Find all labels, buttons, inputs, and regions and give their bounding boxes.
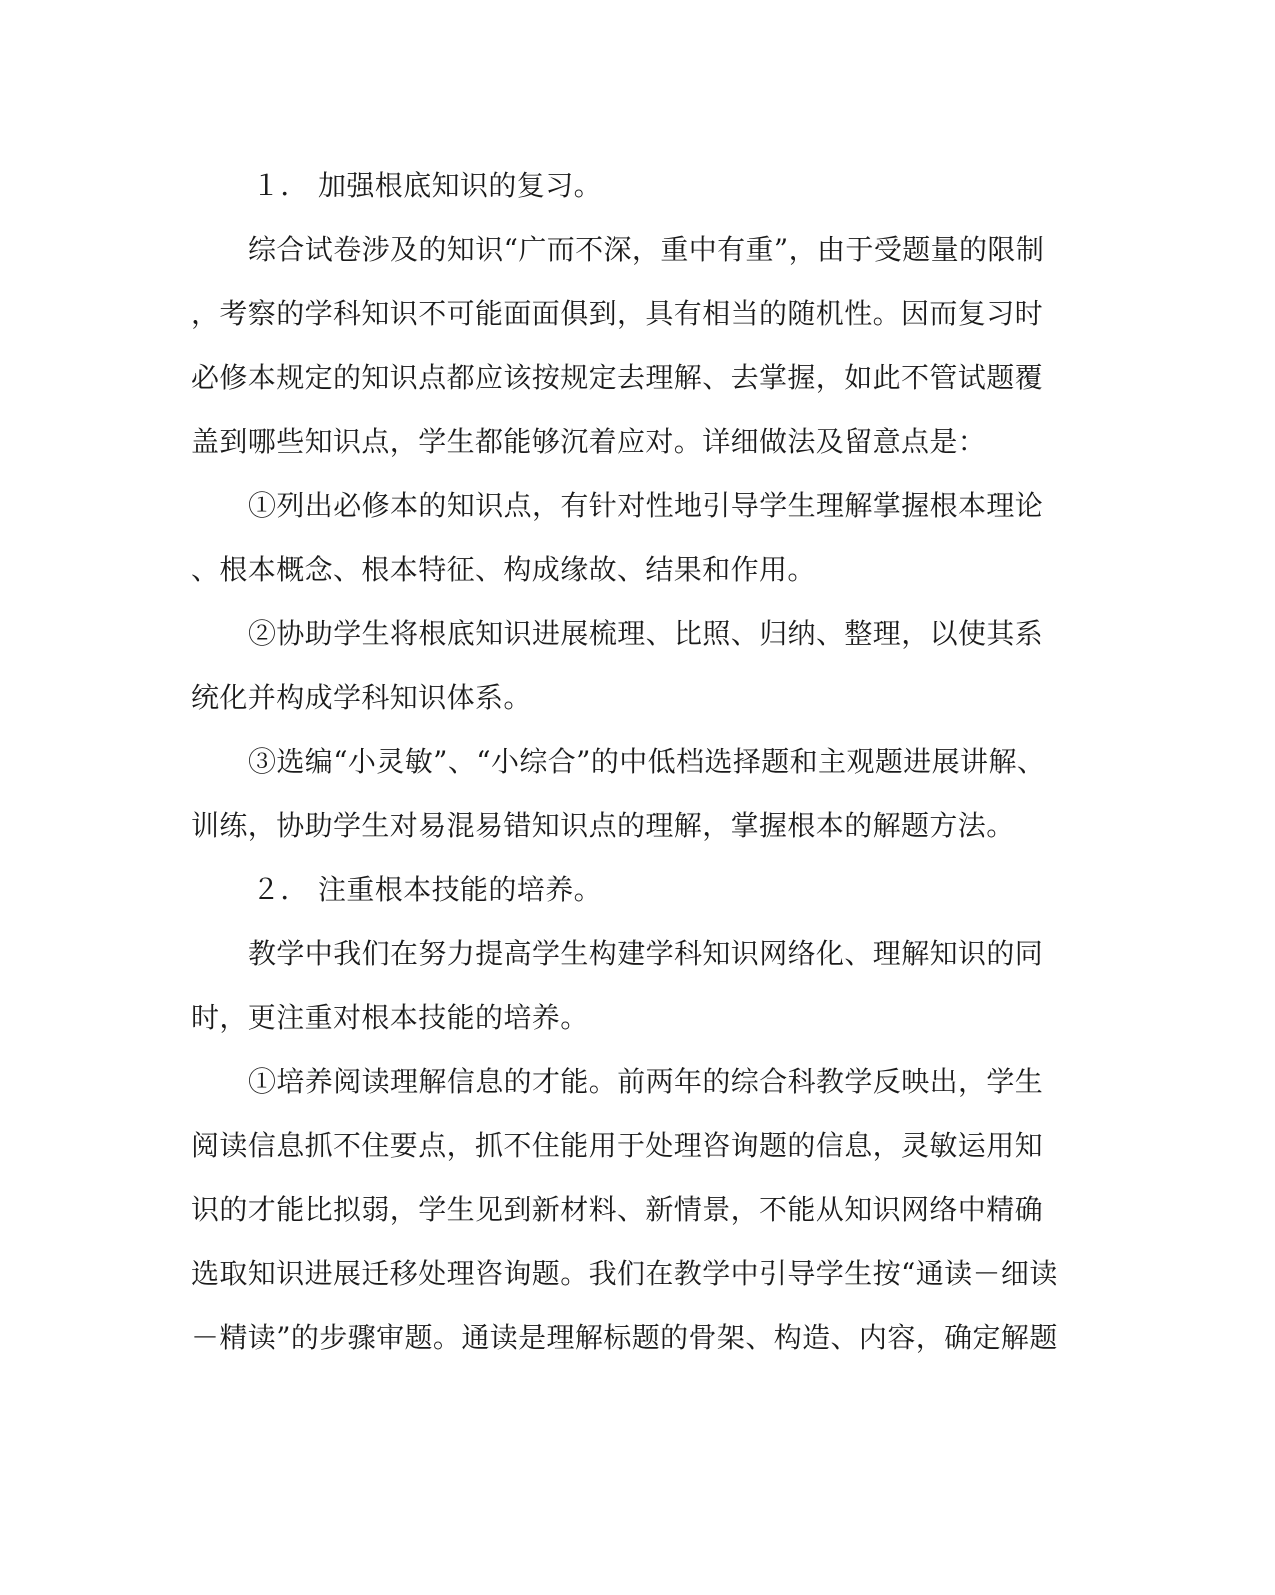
paragraph-line: 盖到哪些知识点，学生都能够沉着应对。详细做法及留意点是： (191, 425, 987, 458)
section-heading-2 (0, 858, 1275, 922)
paragraph-line: ③选编“小灵敏”、“小综合”的中低档选择题和主观题进展讲解、 (248, 745, 1046, 778)
paragraph-line: 综合试卷涉及的知识“广而不深，重中有重”，由于受题量的限制 (248, 233, 1045, 266)
section-title: 注重根本技能的培养。 (318, 873, 603, 906)
paragraph-line: ①培养阅读理解信息的才能。前两年的综合科教学反映出，学生 (248, 1065, 1044, 1098)
paragraph-line: 、根本概念、根本特征、构成缘故、结果和作用。 (191, 553, 816, 586)
paragraph-line: 阅读信息抓不住要点，抓不住能用于处理咨询题的信息，灵敏运用知 (191, 1129, 1044, 1162)
paragraph-line: 统化并构成学科知识体系。 (191, 681, 532, 714)
paragraph-line: ①列出必修本的知识点，有针对性地引导学生理解掌握根本理论 (248, 489, 1044, 522)
section-heading-1 (0, 154, 1275, 218)
paragraph-line: －精读”的步骤审题。通读是理解标题的骨架、构造、内容，确定解题 (191, 1321, 1058, 1354)
paragraph-line: 识的才能比拟弱，学生见到新材料、新情景，不能从知识网络中精确 (191, 1193, 1044, 1226)
section-title: 加强根底知识的复习。 (318, 169, 603, 202)
paragraph-line: 教学中我们在努力提高学生构建学科知识网络化、理解知识的同 (248, 937, 1044, 970)
paragraph-line: 训练，协助学生对易混易错知识点的理解，掌握根本的解题方法。 (191, 809, 1015, 842)
section-number: １． (252, 169, 309, 202)
paragraph-line: 时，更注重对根本技能的培养。 (191, 1001, 589, 1034)
section-number: ２． (252, 873, 309, 906)
paragraph-line: 必修本规定的知识点都应该按规定去理解、去掌握，如此不管试题覆 (191, 361, 1044, 394)
paragraph-line: ②协助学生将根底知识进展梳理、比照、归纳、整理，以使其系 (248, 617, 1044, 650)
paragraph-line: 选取知识进展迁移处理咨询题。我们在教学中引导学生按“通读－细读 (191, 1257, 1058, 1290)
paragraph-line: ，考察的学科知识不可能面面俱到，具有相当的随机性。因而复习时 (191, 297, 1044, 330)
